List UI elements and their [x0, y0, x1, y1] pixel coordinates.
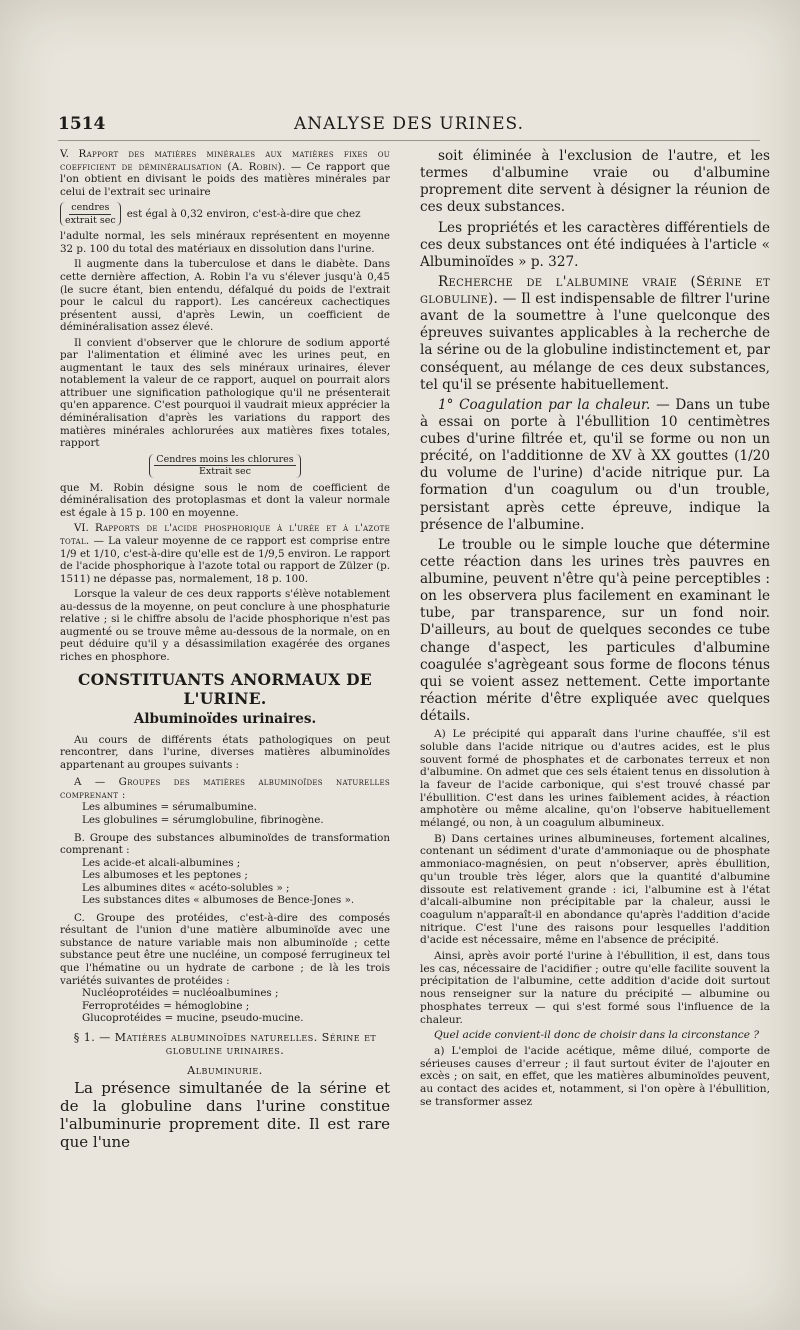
fraction-1-denominator: extrait sec [65, 214, 116, 226]
paragraph-proprietes: Les propriétés et les caractères différentiels de ces deux substances ont été indiquées à l'article « Albuminoïdes » p. 327. [420, 219, 770, 270]
group-c-item: Nucléoprotéides = nucléoalbumines ; [82, 987, 279, 1000]
fraction-1 [60, 202, 121, 226]
paragraph-coagulation [420, 397, 770, 534]
coagulation-heading: 1° Coagulation par la chaleur. [438, 396, 651, 413]
group-c-heading: C. Groupe des protéides, c'est-à-dire des composés résultant de l'union d'une matière albuminoïde avec une substance de nature variable mais non albuminoïde ; cette substance peut être une nucléine, un composé ferrugineux tel que l'hématine ou un hydrate de carbone ; de là les trois variétés suivantes de protéides : [60, 911, 390, 987]
group-b-item: Les acide-et alcali-albumines ; [82, 856, 241, 869]
running-title: ANALYSE DES URINES. [294, 114, 524, 134]
ratio-formula-1 [60, 202, 390, 226]
paragraph-ainsi: Ainsi, après avoir porté l'urine à l'ébullition, il est, dans tous les cas, nécessaire de l'acidifier ; outre qu'elle facilite souvent la précipitation de l'albumine, cette addition d'acide doit surtout nous renseigner sur la nature du précipité — albumine ou phosphates terreux — qui s'est formé sous l'influence de la chaleur. [420, 950, 770, 1026]
paragraph-soit: soit éliminée à l'exclusion de l'autre, et les termes d'albumine vraie ou d'albumine proprement dite servent à désigner la réunion de ces deux substances. [420, 148, 770, 216]
paragraph-adult: l'adulte normal, les sels minéraux représentent en moyenne 32 p. 100 du total des matériaux en dissolution dans l'urine. [60, 230, 390, 255]
fraction-1-text: est égal à 0,32 environ, c'est-à-dire que chez [126, 207, 361, 220]
group-b-item: Les albumoses et les peptones ; [82, 869, 248, 882]
group-a-heading: A — Groupes des matières albuminoïdes naturelles comprenant : [60, 776, 390, 801]
section-1-heading: § 1. — Matières albuminoïdes naturelles. Sérine et globuline urinaires. [73, 1030, 377, 1058]
fraction-2 [149, 454, 300, 478]
section-vi [60, 522, 390, 585]
chapter-subheading: Albuminoïdes urinaires. [133, 711, 317, 728]
group-a-item: Les globulines = sérumglobuline, fibrinogène. [82, 814, 324, 827]
section-v-label: V. [60, 148, 69, 160]
fraction-2-numerator: Cendres moins les chlorures [156, 453, 294, 465]
paragraph-cours: Au cours de différents états pathologiques on peut rencontrer, dans l'urine, diverses matières albuminoïdes appartenant au groupes suivants : [60, 733, 390, 771]
page-header [58, 110, 760, 141]
group-a-item: Les albumines = sérumalbumine. [82, 801, 257, 814]
coagulation-text: — Dans un tube à essai on porte à l'ébullition 10 centimètres cubes d'urine filtrée et, qu'il se forme ou non un précité, on l'additionne de XV à XX gouttes (1/20 du volume de l'urine) d'acide nitrique pur. La formation d'un coagulum ou d'un trouble, persistant après cette épreuve, indique la présence de l'albumine. [420, 396, 770, 533]
section-v-heading: Rapport des matières minérales aux matières fixes ou coefficient de déminéralisation (A. Robin). [60, 148, 390, 173]
paragraph-lorsque: Lorsque la valeur de ces deux rapports s'élève notablement au-dessus de la moyenne, on peut conclure à une phosphaturie relative ; si le chiffre absolu de l'acide phosphorique n'est pas augmenté ou se trouve même au-dessous de la normale, on en peut déduire qu'il y a désassimilation exagérée des organes riches en phosphore. [60, 588, 390, 663]
recherche-heading: Recherche de l'albumine vraie (Sérine et globuline). [420, 273, 770, 307]
right-column [420, 148, 770, 1112]
fraction-1-numerator: cendres [71, 202, 110, 214]
paragraph-recherche [420, 274, 770, 394]
group-b-heading: B. Groupe des substances albuminoïdes de transformation comprenant : [60, 831, 390, 857]
paragraph-b-upper: B) Dans certaines urines albumineuses, fortement alcalines, contenant un sédiment d'urate d'ammoniaque ou de phosphate ammoniaco-magnésien, on peut n'observer, après ébullition, qu'un trouble très léger, alors que la quantité d'albumine dissoute est relativement grande : ici, l'albumine est à l'état d'alcali-albumine non précipitable par la chaleur, aussi le coagulum n'apparaît-il en abondance qu'après l'addition d'acide nitrique. C'est l'une des raisons pour lesquelles l'addition d'acide est nécessaire, même en l'absence de précipité. [420, 832, 770, 947]
section-vi-text: — La valeur moyenne de ce rapport est comprise entre 1/9 et 1/10, c'est-à-dire qu'elle est de 1/9,5 environ. Le rapport de l'acide phosphorique à l'azote total ou rapport de Zülzer (p. 1511) ne dépasse pas, normalement, 18 p. 100. [60, 534, 390, 585]
chapter-heading: CONSTITUANTS ANORMAUX DE L'URINE. [77, 670, 373, 709]
paragraph-presence: La présence simultanée de la sérine et de la globuline dans l'urine constitue l'albuminurie proprement dite. Il est rare que l'une [60, 1078, 390, 1151]
paragraph-a-upper: A) Le précipité qui apparaît dans l'urine chauffée, s'il est soluble dans l'acide nitrique ou d'autres acides, est le plus souvent formé de phosphates et de carbonates terreux et non d'albumine. On admet que ces sels étaient tenus en dissolution à la faveur de l'acide carbonique, qui s'est trouvé chassé par l'ébullition. C'est dans les urines faiblement acides, à réaction amphotère ou même alcaline, qu'on l'observe habituellement mélangé, ou non, à un coagulum albumineux. [420, 728, 770, 830]
fraction-2-denominator: Extrait sec [198, 466, 251, 478]
recherche-text: — Il est indispensable de filtrer l'urine avant de la soumettre à l'une quelconque des épreuves suivantes applicables à la recherche de la sérine ou de la globuline indistinctement et, par conséquent, au mélange de ces deux substances, tel qu'il se présente habituellement. [420, 291, 770, 393]
section-vi-heading: Rapports de l'acide phosphorique à l'urée et à l'azote total. [60, 522, 390, 547]
ratio-formula-2 [60, 454, 390, 478]
paragraph-convient: Il convient d'observer que le chlorure de sodium apporté par l'alimentation et éliminé avec les urines peut, en augmentant le taux des sels minéraux urinaires, élever notablement la valeur de ce rapport, auquel on pourrait alors attribuer une signification pathologique qu'il ne présenterait qu'en apparence. C'est pourquoi il vaudrait mieux apprécier la déminéralisation d'après les variations du rapport des matières minérales achlorurées aux matières fixes totales, rapport [60, 336, 390, 450]
paragraph-trouble: Le trouble ou le simple louche que détermine cette réaction dans les urines très pauvres en albumine, peuvent n'être qu'à peine perceptibles : on les observera plus facilement en examinant le tube, par transparence, sur un fond noir. D'ailleurs, au bout de quelques secondes ce tube change d'aspect, les particules d'albumine coagulée s'agrègeant sous forme de flocons ténus qui se voient assez nettement. Cette importante réaction mérite d'être expliquée avec quelques détails. [420, 536, 770, 724]
group-c-item: Glucoprotéides = mucine, pseudo-mucine. [82, 1012, 304, 1025]
paragraph-a-lower: a) L'emploi de l'acide acétique, même dilué, comporte de sérieuses causes d'erreur ; il faut surtout éviter de l'ajouter en excès ; on sait, en effet, que les matières albuminoïdes peuvent, au contact des acides et, notamment, si l'on opère à l'ébullition, se transformer assez [420, 1045, 770, 1108]
group-b-item: Les albumines dites « acéto-solubles » ; [82, 881, 290, 894]
paragraph-robin: que M. Robin désigne sous le nom de coefficient de déminéralisation des protoplasmas et dont la valeur normale est égale à 15 p. 100 en moyenne. [60, 481, 390, 519]
group-c-item: Ferroprotéides = hémoglobine ; [82, 999, 250, 1012]
section-v-text: — Ce rapport que l'on obtient en divisant le poids des matières minérales par celui de l'extrait sec urinaire [60, 160, 390, 198]
page-number: 1514 [58, 114, 106, 134]
paragraph-augmente: Il augmente dans la tuberculose et dans le diabète. Dans cette dernière affection, A. Robin l'a vu s'élever jusqu'à 0,45 (le sucre étant, bien entendu, défalqué du poids de l'extrait pour le calcul du rapport). Les cancéreux cachectiques présentent aussi, d'après Lewin, un coefficient de déminéralisation assez élevé. [60, 258, 390, 334]
left-column [60, 148, 390, 1154]
group-b-item: Les substances dites « albumoses de Bence-Jones ». [82, 894, 355, 907]
section-vi-label: VI. [74, 522, 89, 535]
section-v [60, 148, 390, 198]
section-1-subheading: Albuminurie. [187, 1063, 263, 1077]
paragraph-quel [420, 1029, 770, 1042]
question-text: Quel acide convient-il donc de choisir dans la circonstance ? [434, 1029, 760, 1042]
